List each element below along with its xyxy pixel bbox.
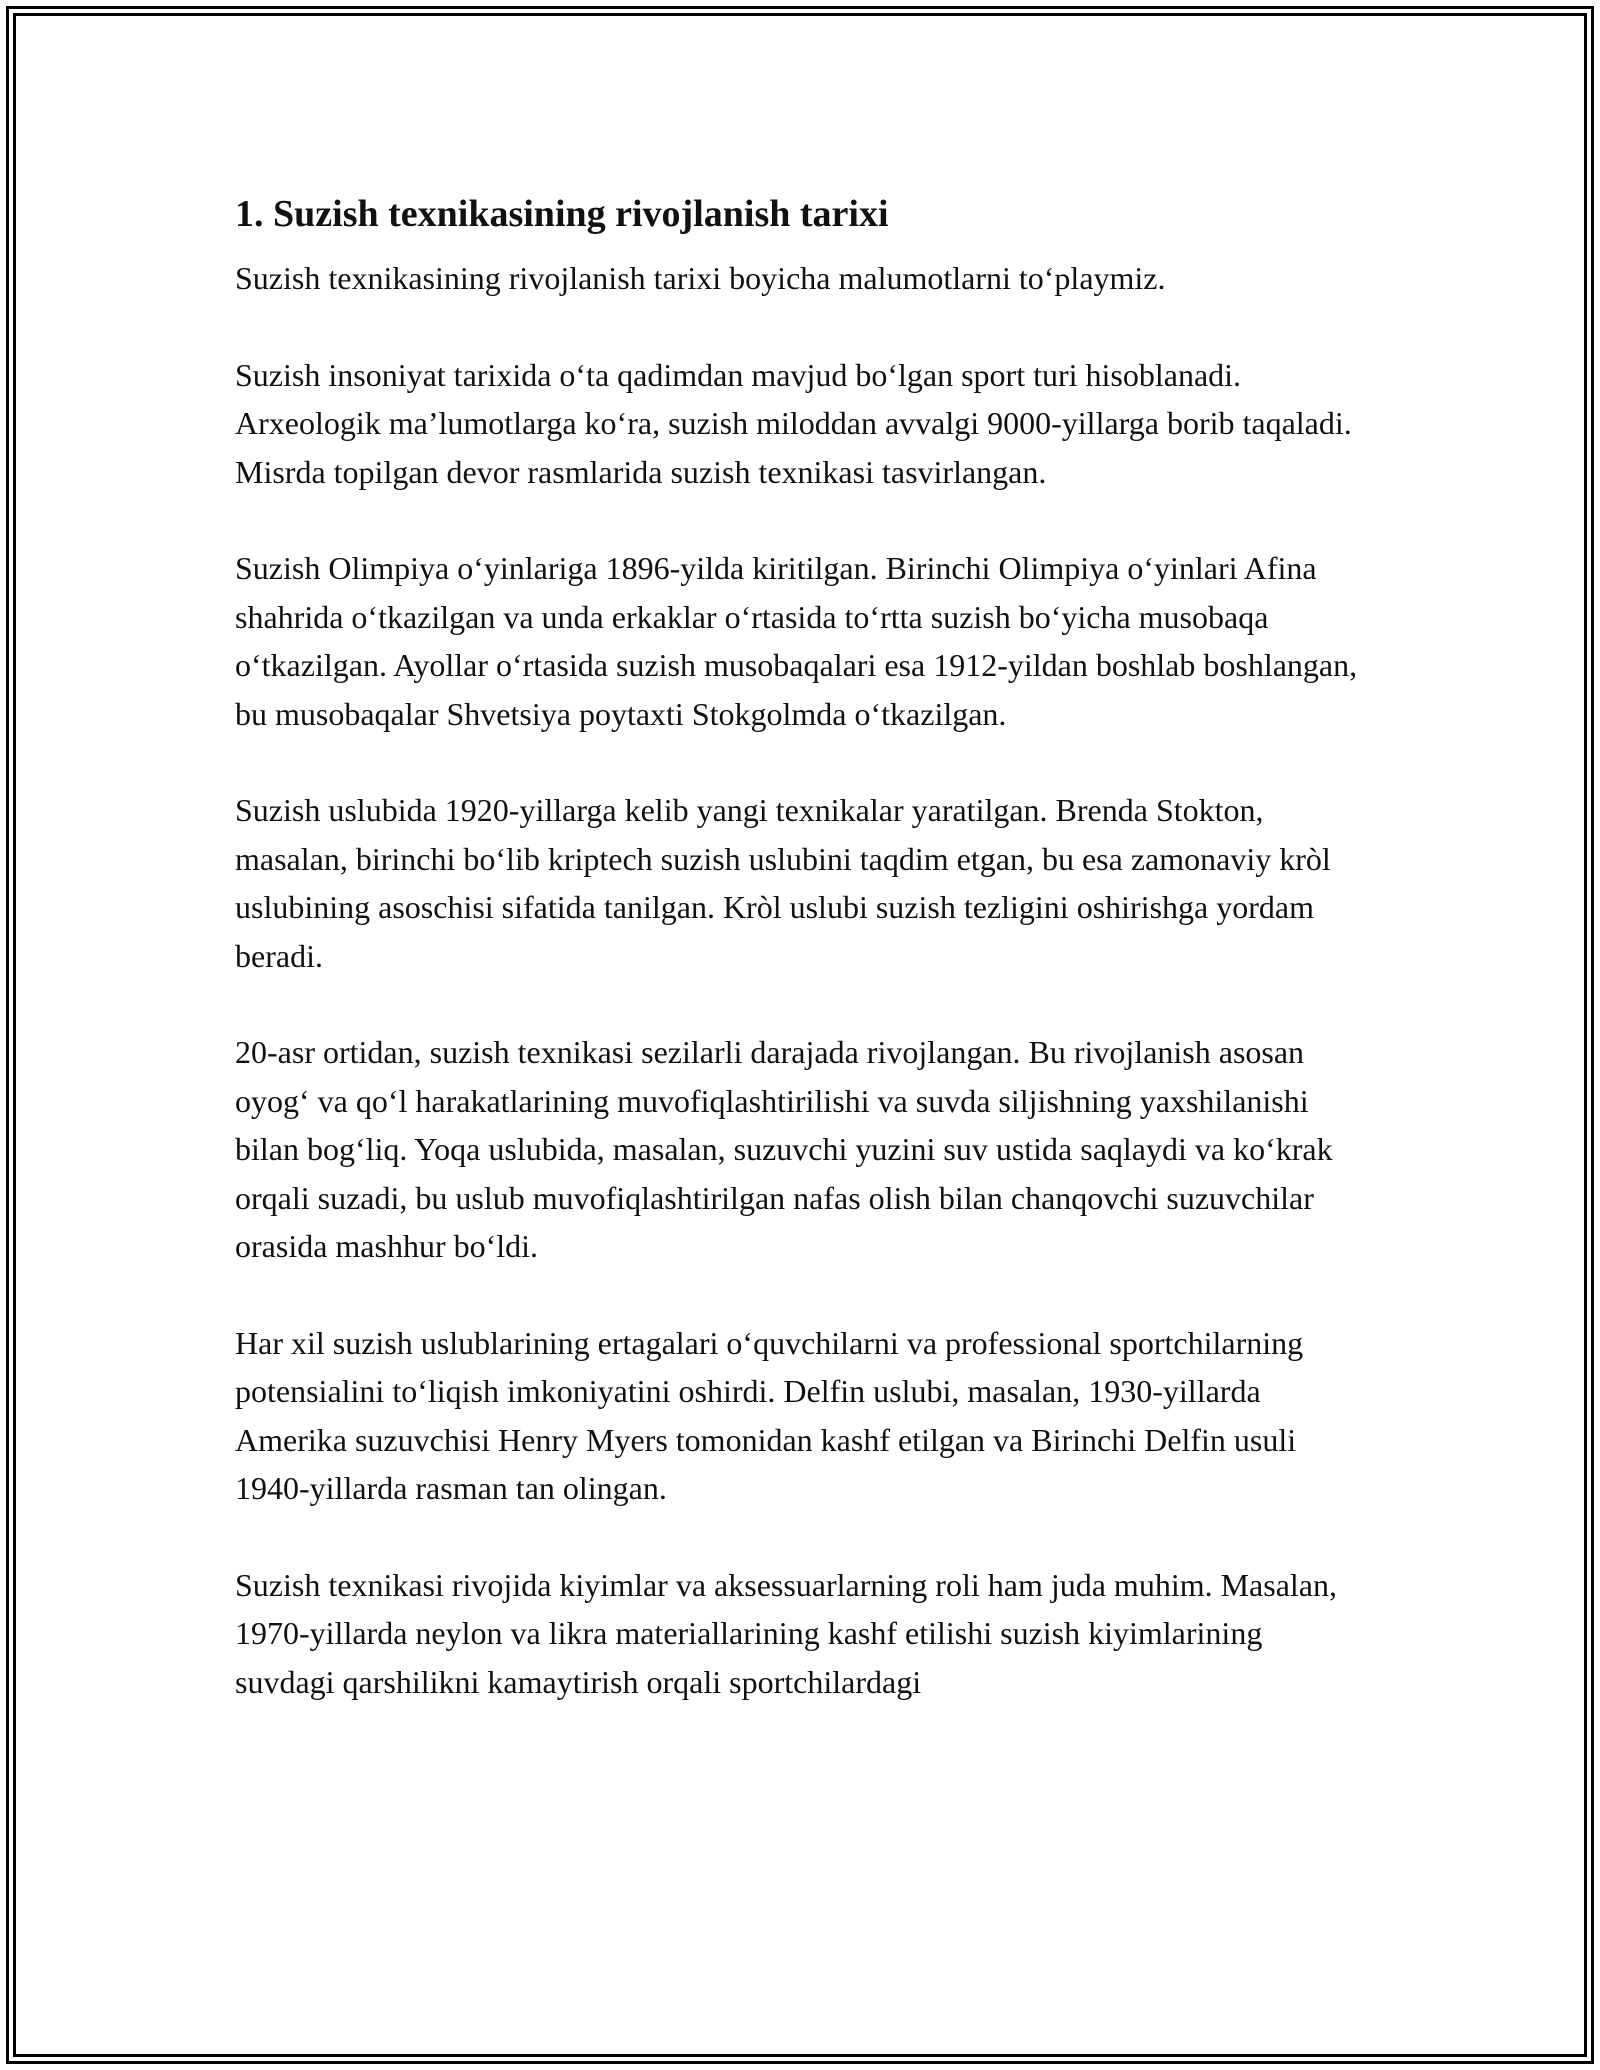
paragraph-crawl-style: Suzish uslubida 1920-yillarga kelib yangi texnikalar yaratilgan. Brenda Stokton, masalan, birinchi bo‘lib kriptech suzish uslubini taqdim etgan, bu esa zamonaviy kròl uslubining asoschisi sifatida tanilgan. Kròl uslubi suzish tezligini oshirishga yordam beradi. [235, 792, 1331, 974]
document-body [235, 188, 1365, 1754]
paragraph-ancient-history: Suzish insoniyat tarixida o‘ta qadimdan mavjud bo‘lgan sport turi hisoblanadi. Arxeologik ma’lumotlarga ko‘ra, suzish miloddan avvalgi 9000-yillarga borib taqaladi. Misrda topilgan devor rasmlarida suzish texnikasi tasvirlangan. [235, 356, 1352, 490]
paragraph-butterfly-style: Har xil suzish uslublarining ertagalari o‘quvchilarni va professional sportchilarning potensialini to‘liqish imkoniyatini oshirdi. Delfin uslubi, masalan, 1930-yillarda Amerika suzuvchisi Henry Myers tomonidan kashf etilgan va Birinchi Delfin usuli 1940-yillarda rasman tan olingan. [235, 1324, 1304, 1506]
paragraph-swimwear: Suzish texnikasi rivojida kiyimlar va aksessuarlarning roli ham juda muhim. Masalan, 1970-yillarda neylon va likra materiallarining kashf etilishi suzish kiyimlarining suvdagi qarshilikni kamaytirish orqali sportchilardagi [235, 1566, 1337, 1700]
section-heading: 1. Suzish texnikasining rivojlanish tarixi [235, 193, 889, 235]
paragraph-intro: Suzish texnikasining rivojlanish tarixi boyicha malumotlarni to‘playmiz. [235, 260, 1166, 296]
paragraph-20th-century: 20-asr ortidan, suzish texnikasi sezilarli darajada rivojlangan. Bu rivojlanish asosan oyog‘ va qo‘l harakatlarining muvofiqlashtirilishi va suvda siljishning yaxshilanishi bilan bog‘liq. Yoqa uslubida, masalan, suzuvchi yuzini suv ustida saqlaydi va ko‘krak orqali suzadi, bu uslub muvofiqlashtirilgan nafas olish bilan chanqovchi suzuvchilar orasida mashhur bo‘ldi. [235, 1034, 1333, 1264]
paragraph-olympics: Suzish Olimpiya o‘yinlariga 1896-yilda kiritilgan. Birinchi Olimpiya o‘yinlari Afina shahrida o‘tkazilgan va unda erkaklar o‘rtasida to‘rtta suzish bo‘yicha musobaqa o‘tkazilgan. Ayollar o‘rtasida suzish musobaqalari esa 1912-yildan boshlab boshlangan, bu musobaqalar Shvetsiya poytaxti Stokgolmda o‘tkazilgan. [235, 550, 1358, 732]
